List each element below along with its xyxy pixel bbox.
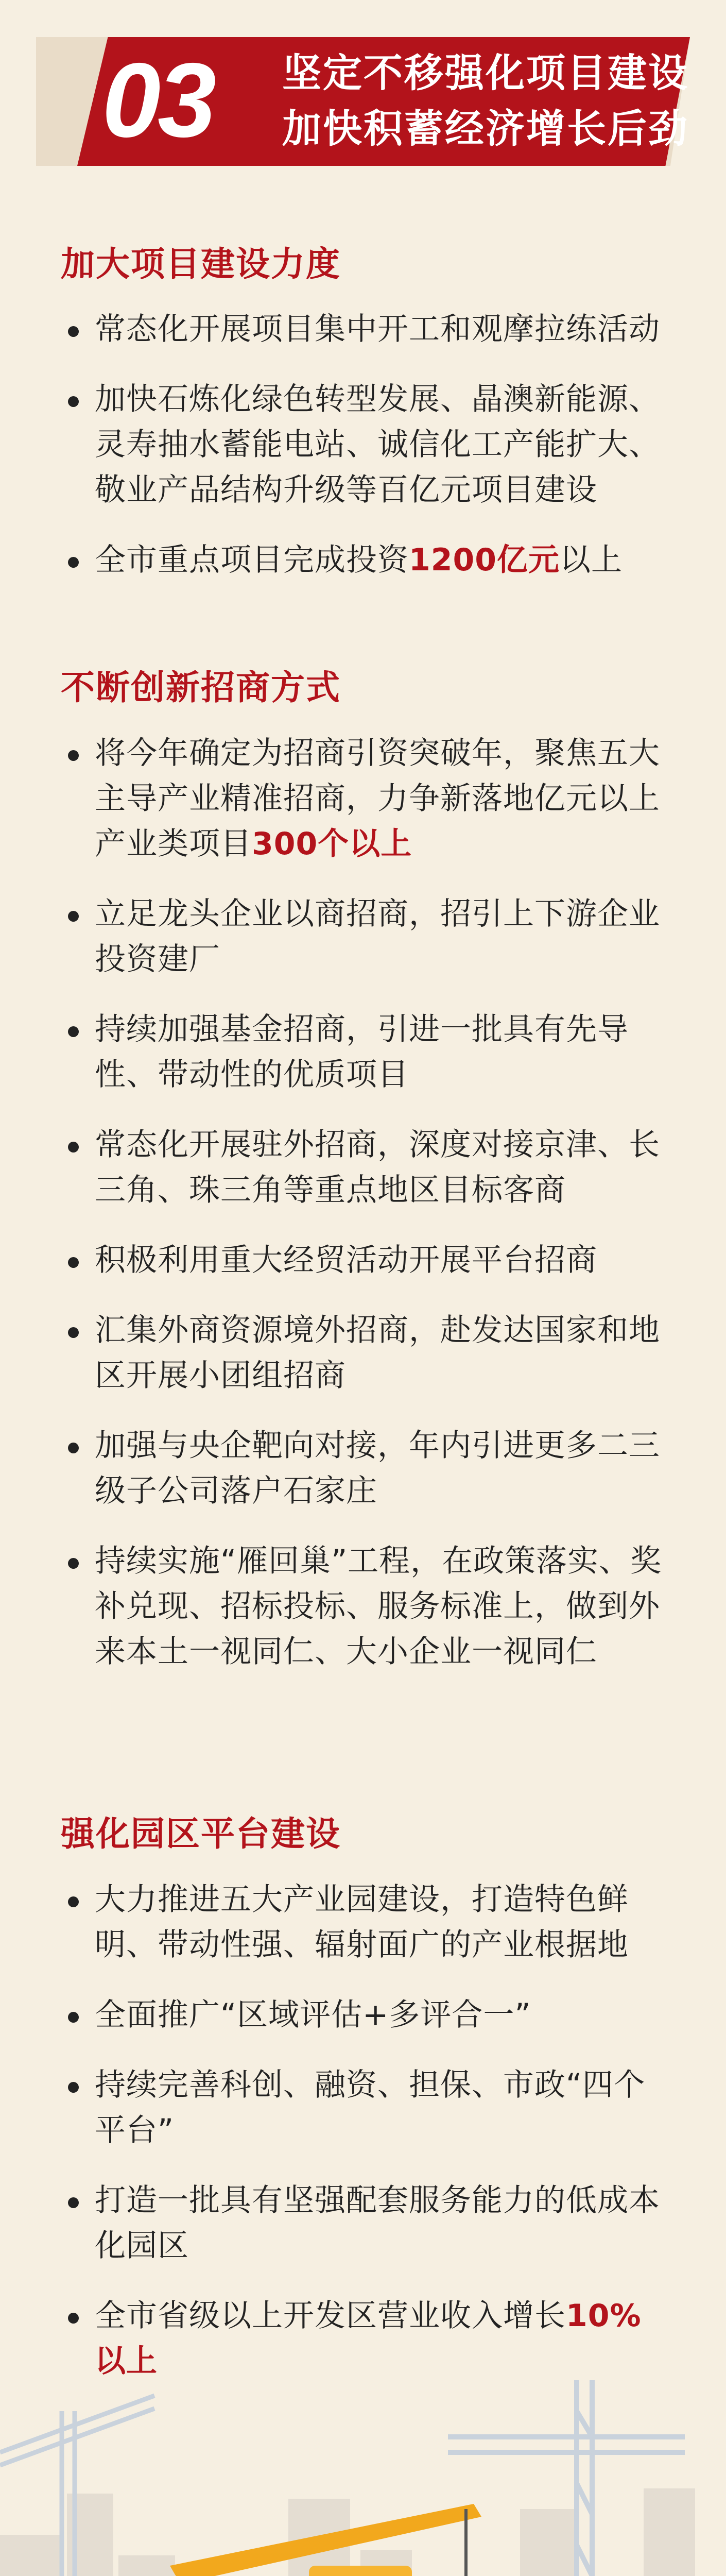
list-item	[0, 377, 726, 513]
bullet-icon	[68, 1558, 79, 1569]
bullet-icon	[68, 1257, 79, 1268]
header-banner	[36, 37, 690, 166]
list-item	[0, 2178, 726, 2268]
list-item	[0, 1423, 726, 1514]
banner-title-line1: 坚定不移强化项目建设	[282, 50, 689, 96]
list-item	[0, 891, 726, 982]
list-item-text: 加快石炼化绿色转型发展、晶澳新能源、灵寿抽水蓄能电站、诚信化工产能扩大、敬业产品结构升级等百亿元项目建设	[95, 381, 660, 508]
list-item-text-start: 将今年确定为招商引资突破年，聚焦五大主导产业精准招商，力争新落地亿元以上产业类项目	[95, 735, 660, 862]
bullet-icon	[68, 2313, 79, 2324]
section-title-parks: 强化园区平台建设	[61, 1814, 341, 1854]
banner-title-line2: 加快积蓄经济增长后劲	[282, 106, 689, 151]
list-item-text	[95, 537, 667, 583]
bullet-icon	[68, 750, 79, 761]
bullet-icon	[68, 1142, 79, 1153]
bullet-icon	[68, 557, 79, 568]
list-item-text: 打造一批具有坚强配套服务能力的低成本化园区	[95, 2182, 660, 2264]
list-item-text-start: 全市省级以上开发区营业收入增长	[95, 2298, 566, 2334]
section-title-investment: 不断创新招商方式	[61, 668, 341, 707]
list-item-text	[95, 731, 667, 867]
list-item	[0, 1538, 726, 1674]
list-item-text: 汇集外商资源境外招商，赴发达国家和地区开展小团组招商	[95, 1312, 660, 1394]
list-item	[0, 1007, 726, 1097]
bullet-icon	[68, 911, 79, 922]
bullet-icon	[68, 1443, 79, 1453]
list-item-text: 持续完善科创、融资、担保、市政“四个平台”	[95, 2067, 646, 2148]
list-item	[0, 1992, 726, 2038]
bullet-icon	[68, 396, 79, 407]
list-item-text: 积极利用重大经贸活动开展平台招商	[95, 1242, 597, 1278]
bullet-icon	[68, 2197, 79, 2208]
list-item	[0, 1308, 726, 1398]
list-item-text	[95, 2293, 667, 2384]
section-list-parks	[0, 1877, 726, 2409]
highlight-value: 1200亿元	[409, 542, 560, 578]
list-item-text: 常态化开展项目集中开工和观摩拉练活动	[95, 311, 660, 347]
bullet-icon	[68, 2012, 79, 2023]
list-item-text: 常态化开展驻外招商，深度对接京津、长三角、珠三角等重点地区目标客商	[95, 1127, 660, 1208]
banner-number: 03	[102, 41, 214, 159]
highlight-value: 300个以上	[252, 826, 412, 862]
list-item	[0, 537, 726, 583]
list-item	[0, 2293, 726, 2384]
list-item	[0, 2062, 726, 2153]
section-list-projects	[0, 307, 726, 607]
section-title-projects: 加大项目建设力度	[61, 244, 341, 284]
bullet-icon	[68, 1026, 79, 1037]
section-list-investment	[0, 731, 726, 1699]
list-item-text: 全面推广“区域评估+多评合一”	[95, 1997, 531, 2033]
list-item-text: 持续加强基金招商，引进一批具有先导性、带动性的优质项目	[95, 1011, 629, 1093]
list-item	[0, 1877, 726, 1968]
list-item-text: 立足龙头企业以商招商，招引上下游企业投资建厂	[95, 896, 660, 977]
bullet-icon	[68, 1896, 79, 1907]
list-item-text-end: 以上	[560, 542, 623, 578]
list-item	[0, 307, 726, 352]
list-item	[0, 1122, 726, 1213]
construction-illustration	[0, 2380, 726, 2576]
bullet-icon	[68, 326, 79, 337]
list-item-text-start: 全市重点项目完成投资	[95, 542, 409, 578]
bullet-icon	[68, 2082, 79, 2093]
bullet-icon	[68, 1327, 79, 1338]
list-item-text: 持续实施“雁回巢”工程，在政策落实、奖补兑现、招标投标、服务标准上，做到外来本土一视同仁、大小企业一视同仁	[95, 1543, 662, 1670]
list-item	[0, 1238, 726, 1283]
list-item	[0, 731, 726, 867]
highlight-value: 10%以上	[95, 2298, 642, 2379]
list-item-text: 大力推进五大产业园建设，打造特色鲜明、带动性强、辐射面广的产业根据地	[95, 1882, 629, 1963]
list-item-text: 加强与央企靶向对接，年内引进更多二三级子公司落户石家庄	[95, 1428, 660, 1509]
